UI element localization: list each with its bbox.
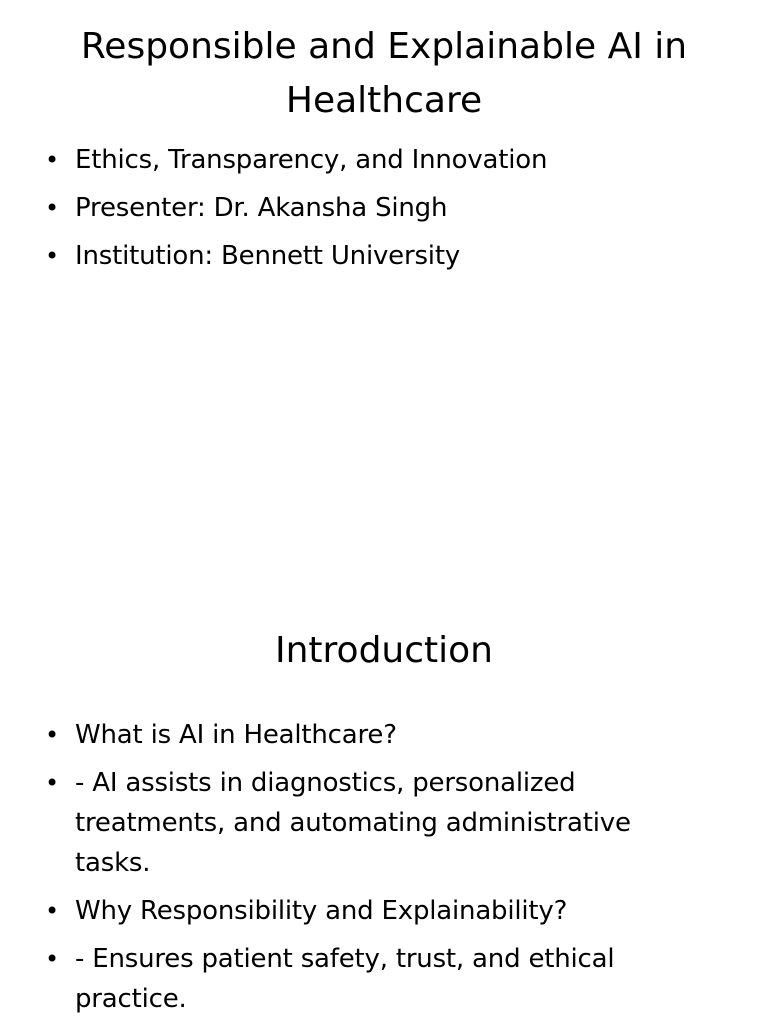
- bullet-icon: •: [45, 721, 59, 749]
- list-item: [45, 763, 705, 883]
- bullet-list: [45, 715, 705, 1027]
- list-item: [45, 891, 705, 931]
- list-item: [45, 236, 705, 276]
- slide-introduction: [0, 576, 768, 1024]
- bullet-text: - Ensures patient safety, trust, and ethical practice.: [75, 944, 615, 1014]
- bullet-icon: •: [45, 146, 59, 174]
- bullet-icon: •: [45, 945, 59, 973]
- list-item: [45, 188, 705, 228]
- bullet-text: - AI assists in diagnostics, personalized treatments, and automating administrative tasks.: [75, 768, 631, 878]
- slide-title: Responsible and Explainable AI in Healthcare: [80, 26, 688, 121]
- bullet-list: [45, 140, 705, 284]
- list-item: [45, 715, 705, 755]
- slide-title: Introduction: [274, 630, 493, 671]
- bullet-text: What is AI in Healthcare?: [75, 720, 397, 750]
- list-item: [45, 140, 705, 180]
- bullet-text: Institution: Bennett University: [75, 241, 461, 271]
- bullet-text: Ethics, Transparency, and Innovation: [75, 145, 548, 175]
- bullet-icon: •: [45, 897, 59, 925]
- bullet-icon: •: [45, 769, 59, 797]
- bullet-text: Why Responsibility and Explainability?: [75, 896, 568, 926]
- bullet-text: Presenter: Dr. Akansha Singh: [75, 193, 448, 223]
- list-item: [45, 939, 705, 1019]
- bullet-icon: •: [45, 242, 59, 270]
- bullet-icon: •: [45, 194, 59, 222]
